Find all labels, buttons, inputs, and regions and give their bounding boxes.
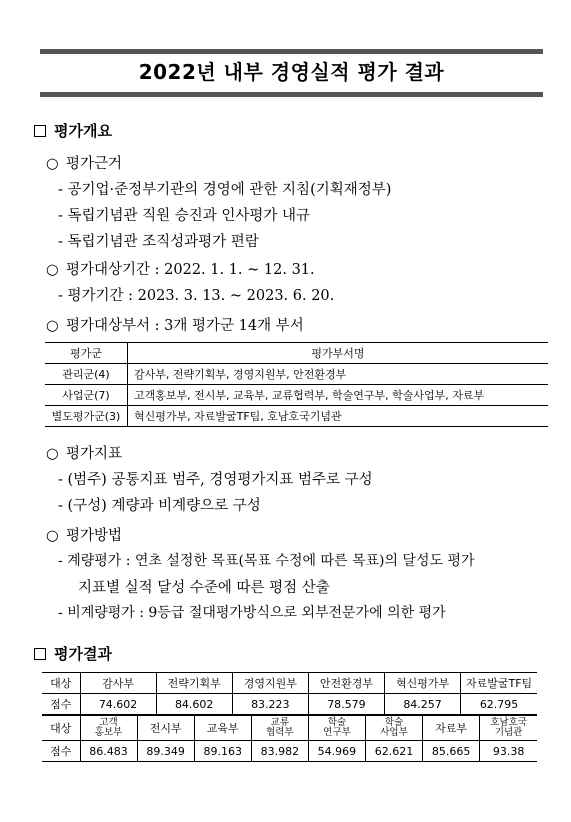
dept-cell: 혁신평가부 [385, 673, 461, 694]
page-title: 2022년 내부 경영실적 평가 결과 [138, 60, 445, 84]
method-quant-line: - 계량평가 : 연초 설정한 목표(목표 수정에 따른 목표)의 달성도 평가 [58, 553, 475, 569]
table-row [45, 406, 548, 427]
indicator-line-1: - (범주) 공통지표 범주, 경영평가지표 범주로 구성 [58, 472, 373, 488]
row-label: 대상 [42, 673, 80, 694]
row-label: 점수 [42, 694, 80, 716]
score-cell: 84.602 [156, 694, 232, 716]
dept-cell: 자료부 [423, 715, 480, 741]
table-cell: 별도평가군(3) [45, 406, 128, 427]
dept-cell: 교육부 [194, 715, 251, 741]
table-row [45, 364, 548, 385]
results-heading-text: 평가결과 [54, 645, 112, 663]
dept-cell: 교류 협력부 [251, 715, 308, 741]
indicator-line-2: - (구성) 계량과 비계량으로 구성 [58, 498, 261, 514]
table-row [42, 741, 537, 762]
dept-cell: 감사부 [80, 673, 156, 694]
circle-bullet-icon: ○ [46, 156, 59, 172]
basis-line-3: - 독립기념관 조직성과평가 편람 [58, 234, 259, 250]
overview-heading [34, 120, 112, 141]
title-top-rule [40, 49, 543, 54]
results-heading [34, 643, 112, 664]
score-cell: 85.665 [423, 741, 480, 762]
square-bullet-icon [34, 125, 46, 137]
table-cell: 혁신평가부, 자료발굴TF팀, 호남호국기념관 [128, 406, 549, 427]
basis-line-2: - 독립기념관 직원 승진과 인사평가 내규 [58, 208, 311, 224]
score-cell: 83.223 [232, 694, 308, 716]
method-quant-cont: 지표별 실적 달성 수준에 따른 평점 산출 [78, 580, 330, 596]
dept-cell: 전략기획부 [156, 673, 232, 694]
score-cell: 83.982 [251, 741, 308, 762]
table-header-cell: 평가군 [45, 343, 128, 364]
row-label: 대상 [42, 715, 80, 741]
circle-bullet-icon: ○ [46, 528, 59, 544]
score-cell: 86.483 [80, 741, 137, 762]
table-row [42, 673, 537, 694]
circle-bullet-icon: ○ [46, 262, 59, 278]
basis-line-1: - 공기업·준정부기관의 경영에 관한 지침(기획재정부) [58, 182, 392, 198]
dept-table [45, 342, 548, 427]
eval-period-line: - 평가기간 : 2023. 3. 13. ~ 2023. 6. 20. [58, 288, 335, 304]
table-row [42, 715, 537, 741]
title-bottom-rule [40, 92, 543, 97]
target-depts-item: ○ 평가대상부서 : 3개 평가군 14개 부서 [46, 318, 304, 334]
table-cell: 사업군(7) [45, 385, 128, 406]
dept-cell: 학술 연구부 [308, 715, 365, 741]
square-bullet-icon [34, 648, 46, 660]
dept-cell: 경영지원부 [232, 673, 308, 694]
dept-cell: 고객 홍보부 [80, 715, 137, 741]
target-period-item: ○ 평가대상기간 : 2022. 1. 1. ~ 12. 31. [46, 262, 315, 278]
score-cell: 89.163 [194, 741, 251, 762]
dept-cell: 호남호국 기념관 [480, 715, 537, 741]
circle-bullet-icon: ○ [46, 446, 59, 462]
score-cell: 62.795 [461, 694, 537, 716]
score-cell: 74.602 [80, 694, 156, 716]
score-cell: 78.579 [308, 694, 384, 716]
method-nonquant-line: - 비계량평가 : 9등급 절대평가방식으로 외부전문가에 의한 평가 [58, 605, 446, 621]
score-cell: 93.38 [480, 741, 537, 762]
dept-cell: 자료발굴TF팀 [461, 673, 537, 694]
basis-item: ○ 평가근거 [46, 156, 123, 172]
table-cell: 감사부, 전략기획부, 경영지원부, 안전환경부 [128, 364, 549, 385]
table-row [42, 694, 537, 716]
results-score-table [42, 672, 537, 762]
table-header-cell: 평가부서명 [128, 343, 549, 364]
score-cell: 84.257 [385, 694, 461, 716]
score-cell: 54.969 [308, 741, 365, 762]
score-cell: 62.621 [365, 741, 422, 762]
overview-heading-text: 평가개요 [54, 122, 112, 140]
table-row [45, 385, 548, 406]
dept-cell: 학술 사업부 [365, 715, 422, 741]
table-header-row [45, 343, 548, 364]
dept-cell: 안전환경부 [308, 673, 384, 694]
dept-cell: 전시부 [137, 715, 194, 741]
table-cell: 고객홍보부, 전시부, 교육부, 교류협력부, 학술연구부, 학술사업부, 자료부 [128, 385, 549, 406]
score-cell: 89.349 [137, 741, 194, 762]
circle-bullet-icon: ○ [46, 318, 59, 334]
row-label: 점수 [42, 741, 80, 762]
table-cell: 관리군(4) [45, 364, 128, 385]
methods-item: ○ 평가방법 [46, 528, 123, 544]
indicators-item: ○ 평가지표 [46, 446, 123, 462]
